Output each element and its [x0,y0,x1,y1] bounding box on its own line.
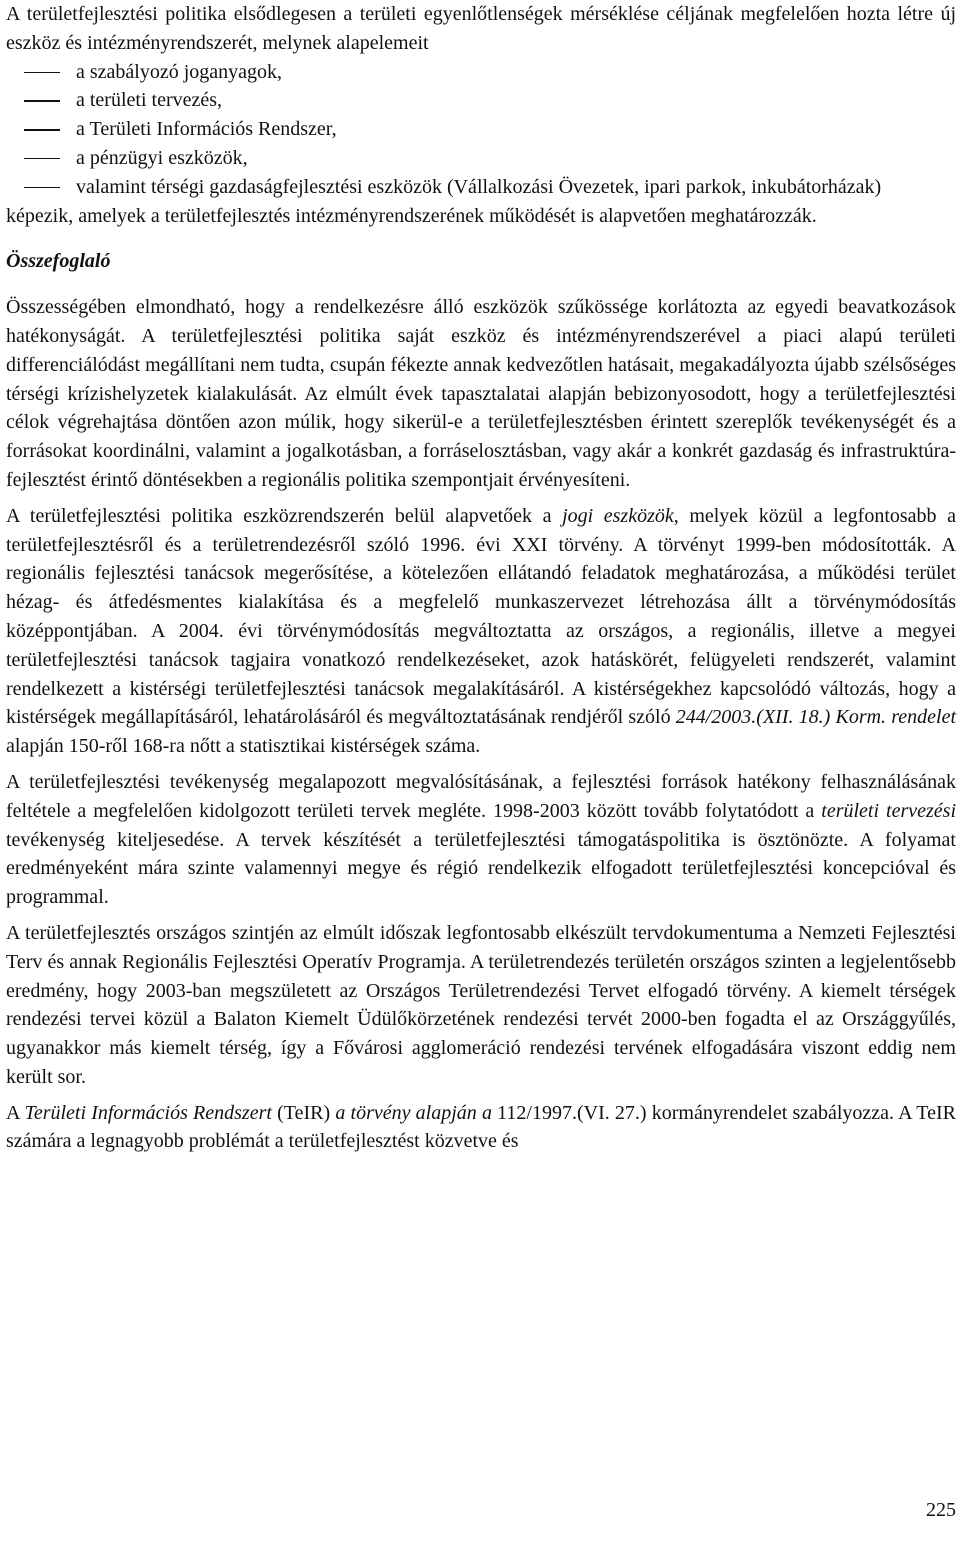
list-item: a Területi Információs Rendszer, [76,118,337,141]
paragraph-national-plans: A területfejlesztés országos szintjén az elmúlt időszak legfontosabb elkészült tervdokumentuma a Nemzeti Fejlesztési Terv és annak Regionális Fejlesztési Operatív Programja. A területrendezés területén országos szinten a legjelentősebb eredmény, hogy 2003-ban megszületett az Országos Területrendezési Tervet elfogadó törvény. A kiemelt térségek rendezési tervei közül a Balaton Kiemelt Üdülőkörzetének rendezési tervét 2000-ben fogadta el az Országgyűlés, ugyanakkor más kiemelt térség, így a Fővárosi agglomeráció rendezési tervének elfogadására viszont eddig nem került sor. [6,921,956,1088]
list-item: a szabályozó joganyagok, [76,60,283,83]
list-item: a területi tervezés, [76,89,223,112]
paragraph-teir: A Területi Információs Rendszert (TeIR) a törvény alapján a 112/1997.(VI. 27.) kormányrendelet szabályozza. A TeIR számára a legnagyobb problémát a területfejlesztést közvetve és [6,1101,956,1153]
list-item: a pénzügyi eszközök, [76,146,248,169]
section-heading: Összefoglaló [6,250,111,273]
list-item: valamint térségi gazdaságfejlesztési eszközök (Vállalkozási Övezetek, ipari parkok, inkubátorházak) [76,175,882,198]
intro-list [6,58,956,202]
page-body [6,0,956,1156]
intro-closing: képezik, amelyek a területfejlesztés intézményrendszerének működését is alapvetően meghatározzák. [6,204,817,227]
page-number: 225 [926,1499,956,1521]
paragraph-legal-tools: A területfejlesztési politika eszközrendszerén belül alapvetőek a jogi eszközök, melyek közül a legfontosabb a területfejlesztésről és a területrendezésről szóló 1996. évi XXI törvény. A törvényt 1999-ben módosították. A regionális fejlesztési tanácsok megerősítése, a kötelezően ellátandó feladatok meghatározása, a működési terület hézag- és átfedésmentes kialakítása és a megfelelő munkaszervezet létrehozása állt a törvénymódosítás középpontjában. A 2004. évi törvénymódosítás megváltoztatta az országos, a regionális, illetve a megyei területfejlesztési tanácsok tagjaira vonatkozó rendelkezéseket, azok hatáskörét, felügyeleti rendszerét, valamint rendelkezett a kistérségi területfejlesztési tanácsok megalakításáról. A kistérségekhez kapcsolódó változás, hogy a kistérségek megállapításáról, lehatárolásáról és megváltoztatásának rendjéről szóló 244/2003.(XII. 18.) Korm. rendelet alapján 150-ről 168-ra nőtt a statisztikai kistérségek száma. [6,504,956,758]
intro-paragraph: A területfejlesztési politika elsődlegesen a területi egyenlőtlenségek mérséklése céljának megfelelően hozta létre új eszköz és intézményrendszerét, melynek alapelemeit [6,3,956,54]
paragraph-planning: A területfejlesztési tevékenység megalapozott megvalósításának, a fejlesztési források hatékony felhasználásának feltétele a megfelelően kidolgozott területi tervek megléte. 1998-2003 között tovább folytatódott a területi tervezési tevékenység kiteljesedése. A tervek készítését a területfejlesztési támogatáspolitika is ösztönözte. A folyamat eredményeként mára szinte valamennyi megye és régió rendelkezik elfogadott területfejlesztési koncepcióval és programmal. [6,770,957,909]
paragraph-summary: Összességében elmondható, hogy a rendelkezésre álló eszközök szűkössége korlátozta az egyedi beavatkozások hatékonyságát. A területfejlesztési politika saját eszköz és intézményrendszerével a piaci alapú területi differenciálódást megállítani nem tudta, csupán fékezte annak kedvezőtlen hatásait, megakadályozta újabb szélsőséges térségi krízishelyzetek kialakulását. Az elmúlt évek tapasztalatai alapján bebizonyosodott, hogy a területfejlesztési célok végrehajtása döntően azon múlik, hogy sikerül-e a területfejlesztésben érintett szereplők tevékenységét és a forrásokat koordinálni, valamint a jogalkotásban, a forráselosztásban, vagy akár a konkrét gazdaság és infrastruktúra-fejlesztést érintő döntésekben a regionális politika szempontjait érvényesíteni. [6,296,956,491]
